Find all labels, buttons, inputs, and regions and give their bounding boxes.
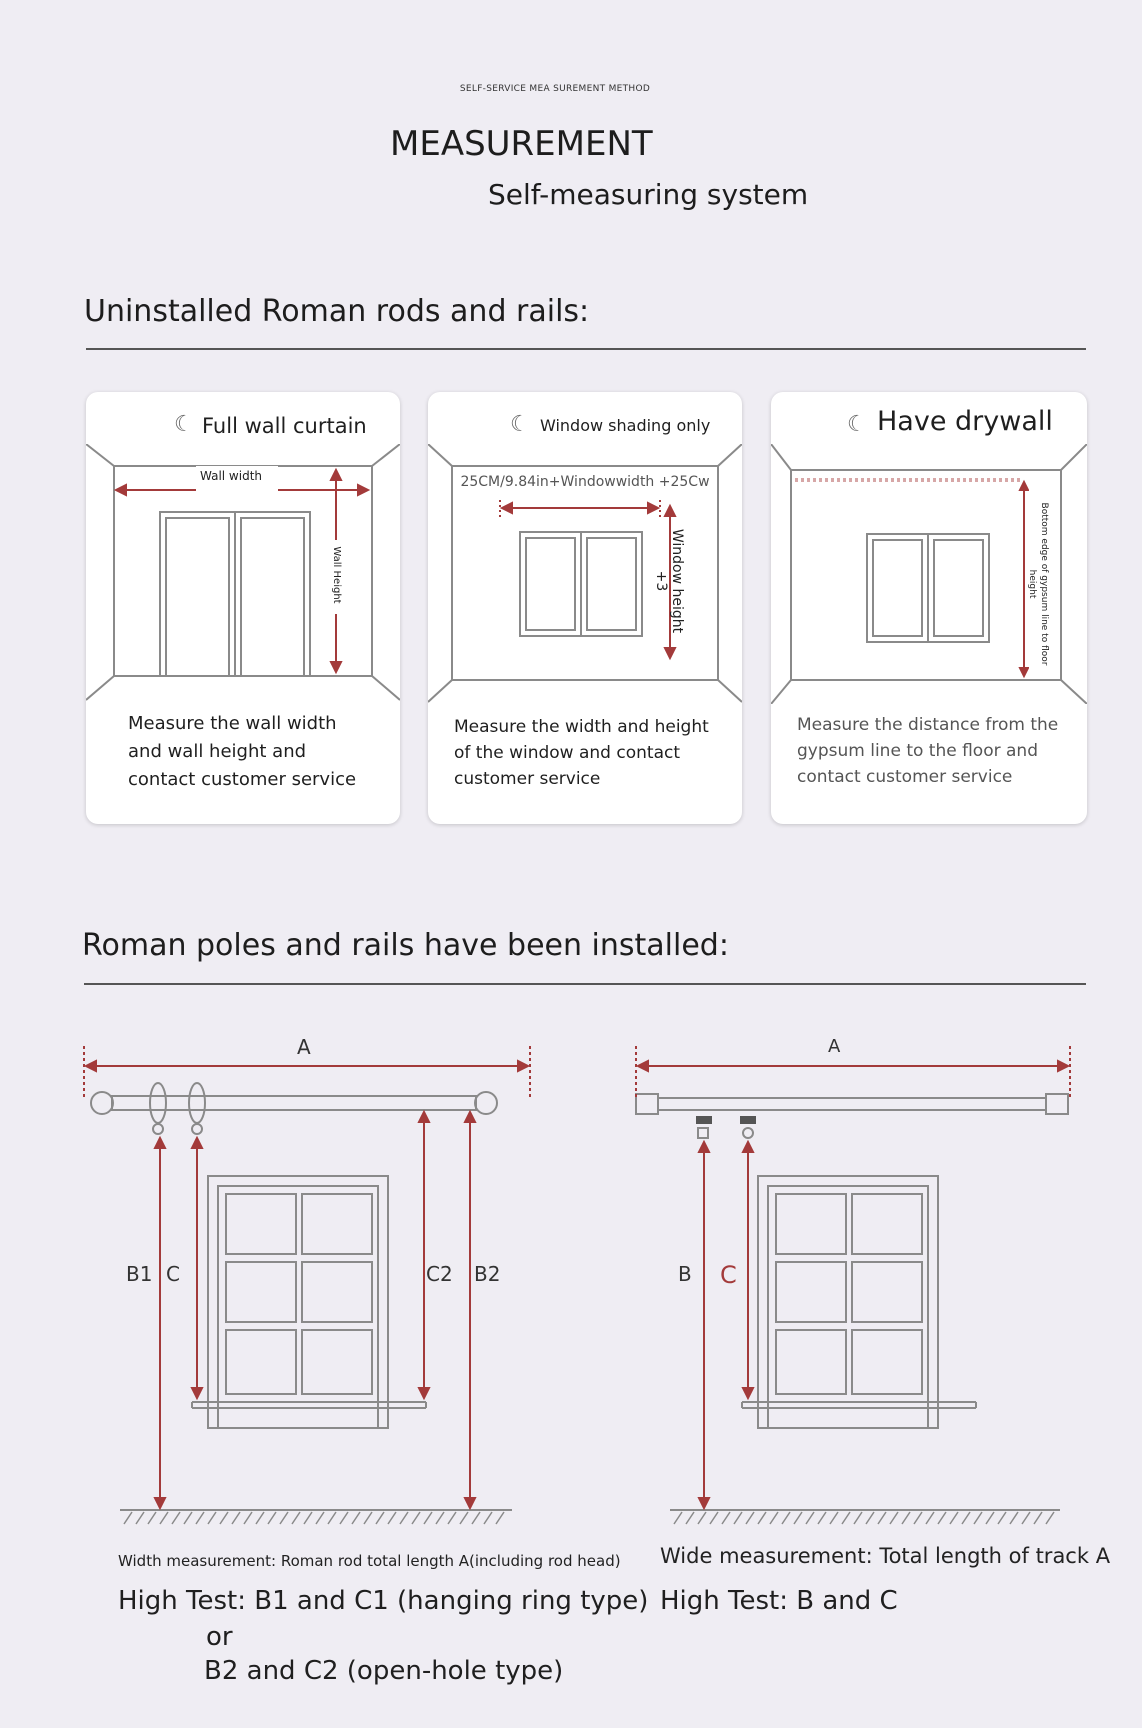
rod-width-caption: Width measurement: Roman rod total length A(including rod head)	[118, 1552, 621, 1570]
section-1-title: Uninstalled Roman rods and rails:	[84, 294, 590, 329]
track-diagram	[630, 1030, 1080, 1530]
floor-hatch	[124, 1512, 504, 1524]
card-description: Measure the width and height of the window and contact customer service	[454, 717, 709, 789]
rod-high-test-line-1: High Test: B1 and C1 (hanging ring type)	[118, 1586, 649, 1616]
label-a: A	[297, 1035, 311, 1059]
label-c: C	[166, 1262, 180, 1286]
label-b1: B1	[126, 1262, 153, 1286]
window-width-label: 25CM/9.84in+Windowwidth +25Cw	[460, 474, 710, 490]
label-a: A	[828, 1036, 841, 1057]
label-b2: B2	[474, 1262, 501, 1286]
section-2-title: Roman poles and rails have been installed:	[82, 928, 729, 963]
section-2-divider	[84, 983, 1086, 985]
window-height-label: Window height +3	[653, 528, 685, 634]
label-b: B	[678, 1262, 692, 1286]
roman-rod-diagram	[80, 1030, 540, 1530]
page-title: MEASUREMENT	[390, 124, 653, 164]
card-title: Have drywall	[877, 406, 1053, 437]
wall-width-label: Wall width	[200, 469, 263, 483]
track-high-test: High Test: B and C	[660, 1586, 898, 1616]
label-c: C	[720, 1261, 737, 1289]
track-width-caption: Wide measurement: Total length of track A	[660, 1544, 1111, 1568]
header-kicker: SELF-SERVICE MEA SUREMENT METHOD	[459, 84, 651, 94]
rod-high-test-line-3: B2 and C2 (open-hole type)	[204, 1656, 564, 1686]
card-drywall	[771, 392, 1087, 824]
label-c2: C2	[426, 1262, 453, 1286]
card-title: Full wall curtain	[202, 414, 367, 438]
card-full-wall	[86, 392, 400, 824]
moon-icon: ☾	[174, 412, 194, 437]
moon-icon: ☾	[510, 412, 530, 437]
card-description: Measure the wall width and wall height and contact customer service	[128, 713, 357, 790]
section-1-divider	[86, 348, 1086, 350]
card-title: Window shading only	[540, 416, 711, 435]
floor-hatch	[674, 1512, 1054, 1524]
drywall-height-label: Bottom edge of gypsum line to floor height	[1027, 502, 1049, 666]
moon-icon: ☾	[847, 412, 867, 437]
rod-high-test-line-2: or	[206, 1622, 233, 1652]
card-window-only	[428, 392, 742, 824]
wall-height-label: Wall Height	[331, 546, 342, 604]
card-description: Measure the distance from the gypsum line to the floor and contact customer service	[797, 715, 1059, 787]
page-subtitle: Self-measuring system	[488, 178, 809, 211]
